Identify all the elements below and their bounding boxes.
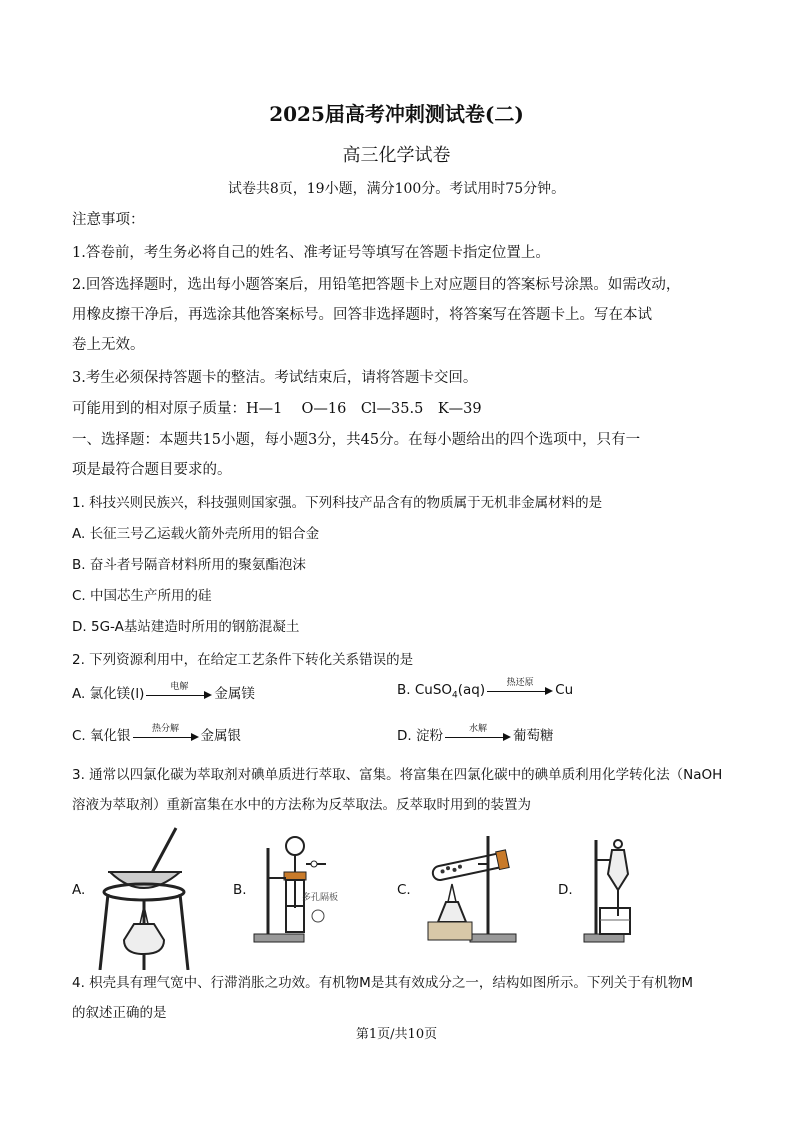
q2-a-product: 金属镁 — [214, 686, 255, 702]
q2-b-state: (aq) — [457, 682, 486, 698]
reaction-arrow-icon — [487, 678, 553, 697]
q2-d-product: 葡萄糖 — [512, 728, 554, 744]
note-item-1: 1.答卷前，考生务必将自己的姓名、准考证号等填写在答题卡指定位置上。 — [72, 245, 550, 261]
q3-label-a: A. — [72, 882, 86, 898]
q2-a-reactant: A. 氯化镁(l) — [72, 686, 145, 702]
q1-option-b: B. 奋斗者号隔音材料所用的聚氨酯泡沫 — [72, 557, 306, 573]
gas-generator-apparatus-icon — [250, 830, 350, 948]
q3-b-annotation: 多孔隔板 — [302, 893, 339, 903]
reaction-arrow-icon — [146, 682, 212, 701]
q2-a-condition: 电解 — [170, 682, 189, 692]
q3-label-c: C. — [397, 882, 411, 898]
q1-option-a: A. 长征三号乙运载火箭外壳所用的铝合金 — [72, 526, 320, 542]
q2-option-d — [397, 724, 553, 744]
section-1-line-2: 项是最符合题目要求的。 — [72, 462, 232, 478]
q1-stem: 1. 科技兴则民族兴，科技强则国家强。下列科技产品含有的物质属于无机非金属材料的是 — [72, 495, 603, 511]
atomic-masses: 可能用到的相对原子质量：H—1 O—16 Cl—35.5 K—39 — [72, 401, 482, 417]
q1-option-c: C. 中国芯生产所用的硅 — [72, 588, 212, 604]
q2-stem: 2. 下列资源利用中，在给定工艺条件下转化关系错误的是 — [72, 652, 414, 668]
q2-c-product: 金属银 — [200, 728, 242, 744]
q4-line-1: 4. 枳壳具有理气宽中、行滞消胀之功效。有机物M是其有效成分之一，结构如图所示。下列关于有机物M — [72, 975, 693, 991]
q2-c-reactant: C. 氧化银 — [72, 728, 131, 744]
page-number: 第1页/共10页 — [355, 1027, 438, 1042]
notes-heading: 注意事项： — [72, 212, 145, 228]
q2-d-condition: 水解 — [468, 724, 487, 734]
note-item-2-line-3: 卷上无效。 — [72, 337, 145, 353]
q2-option-c — [72, 724, 241, 744]
q3-label-d: D. — [558, 882, 573, 898]
heating-test-tube-apparatus-icon — [418, 832, 528, 944]
q2-b-product: Cu — [555, 682, 574, 698]
reaction-arrow-icon — [445, 724, 511, 743]
q2-d-reactant: D. 淀粉 — [397, 728, 443, 744]
q1-option-d: D. 5G-A基站建造时所用的钢筋混凝土 — [72, 619, 300, 635]
reaction-arrow-icon — [133, 724, 199, 743]
q2-c-condition: 热分解 — [152, 724, 180, 734]
q2-option-a — [72, 682, 255, 702]
q3-label-b: B. — [233, 882, 247, 898]
q2-b-reactant: B. CuSO — [397, 682, 453, 698]
evaporating-dish-apparatus-icon — [88, 822, 198, 970]
q3-line-2: 溶液为萃取剂）重新富集在水中的方法称为反萃取法。反萃取时用到的装置为 — [72, 797, 531, 813]
separatory-funnel-apparatus-icon — [582, 836, 652, 946]
exam-subtitle: 高三化学试卷 — [342, 145, 451, 166]
note-item-2-line-1: 2.回答选择题时，选出每小题答案后，用铅笔把答题卡上对应题目的答案标号涂黑。如需改动， — [72, 277, 681, 293]
note-item-2-line-2: 用橡皮擦干净后，再选涂其他答案标号。回答非选择题时，将答案写在答题卡上。写在本试 — [72, 307, 652, 323]
q2-b-subscript: 4 — [452, 690, 458, 701]
exam-info: 试卷共8页，19小题，满分100分。考试用时75分钟。 — [227, 181, 566, 197]
section-1-line-1: 一、选择题：本题共15小题，每小题3分，共45分。在每小题给出的四个选项中，只有一 — [72, 432, 641, 448]
note-item-3: 3.考生必须保持答题卡的整洁。考试结束后，请将答题卡交回。 — [72, 370, 478, 386]
q4-line-2: 的叙述正确的是 — [72, 1005, 167, 1021]
q2-option-b — [397, 678, 574, 701]
q3-line-1: 3. 通常以四氯化碳为萃取剂对碘单质进行萃取、富集。将富集在四氯化碳中的碘单质利用化学转化法（NaOH — [72, 767, 723, 783]
exam-title: 2025届高考冲刺测试卷(二) — [269, 102, 524, 126]
q2-b-condition: 热还原 — [506, 678, 534, 688]
